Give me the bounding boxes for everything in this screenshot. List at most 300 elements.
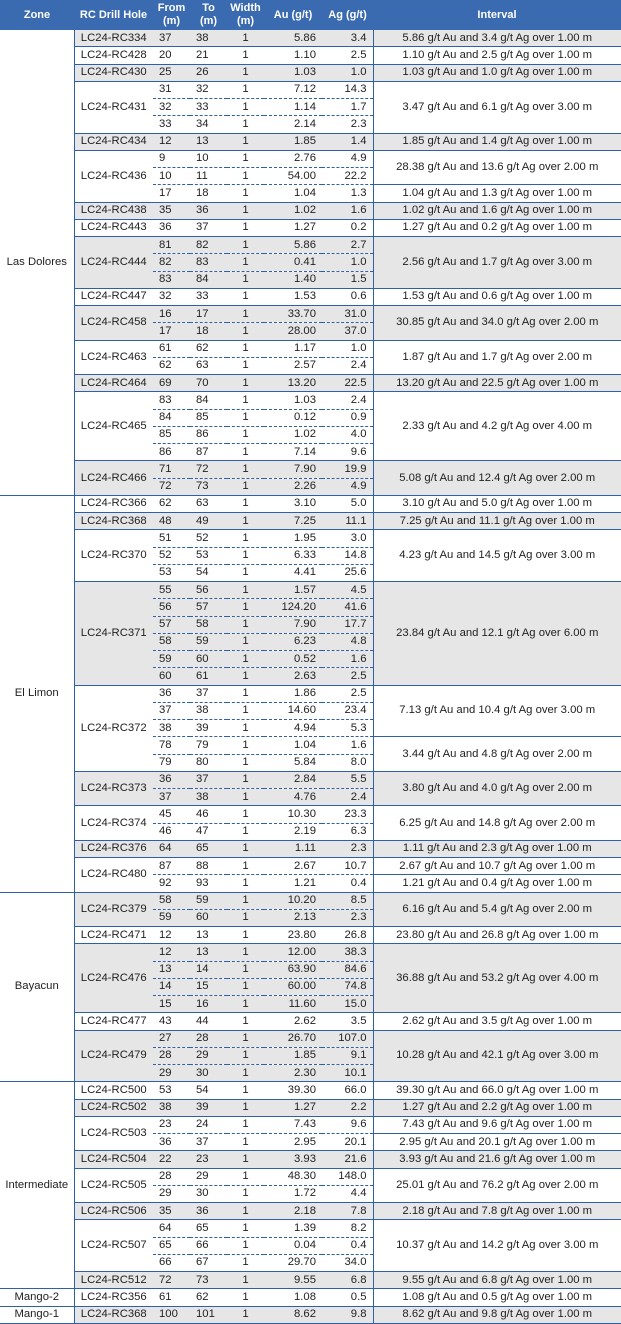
table-row — [0, 1013, 621, 1030]
drill-hole-cell: LC24-RC444 — [74, 237, 153, 289]
from-cell: 12 — [153, 133, 190, 150]
to-cell: 88 — [190, 858, 227, 875]
au-cell: 3.10 — [264, 495, 322, 512]
au-cell: 5.86 — [264, 237, 322, 254]
drill-hole-cell: LC24-RC466 — [74, 461, 153, 496]
au-cell: 5.84 — [264, 754, 322, 771]
ag-cell: 7.8 — [322, 1203, 373, 1220]
to-cell: 60 — [190, 909, 227, 926]
au-cell: 12.00 — [264, 944, 322, 961]
width-cell: 1 — [227, 99, 264, 116]
au-cell: 7.90 — [264, 461, 322, 478]
width-cell: 1 — [227, 1203, 264, 1220]
width-cell: 1 — [227, 375, 264, 392]
from-cell: 55 — [153, 582, 190, 599]
ag-cell: 21.6 — [322, 1151, 373, 1168]
to-cell: 73 — [190, 1272, 227, 1289]
table-row — [0, 461, 621, 478]
ag-cell: 19.9 — [322, 461, 373, 478]
table-row — [0, 81, 621, 98]
ag-cell: 8.5 — [322, 892, 373, 909]
au-cell: 7.43 — [264, 1116, 322, 1133]
interval-cell: 2.62 g/t Au and 3.5 g/t Ag over 1.00 m — [373, 1013, 621, 1030]
table-row — [0, 64, 621, 81]
au-cell: 6.23 — [264, 633, 322, 650]
interval-cell: 6.16 g/t Au and 5.4 g/t Ag over 2.00 m — [373, 892, 621, 927]
interval-cell: 1.11 g/t Au and 2.3 g/t Ag over 1.00 m — [373, 840, 621, 857]
table-row — [0, 375, 621, 392]
interval-cell: 2.95 g/t Au and 20.1 g/t Ag over 1.00 m — [373, 1134, 621, 1151]
au-cell: 1.39 — [264, 1220, 322, 1237]
ag-cell: 34.0 — [322, 1254, 373, 1271]
from-cell: 20 — [153, 47, 190, 64]
from-cell: 71 — [153, 461, 190, 478]
to-cell: 49 — [190, 513, 227, 530]
from-cell: 37 — [153, 30, 190, 47]
to-cell: 24 — [190, 1116, 227, 1133]
table-row — [0, 392, 621, 409]
from-cell: 58 — [153, 633, 190, 650]
interval-cell: 10.28 g/t Au and 42.1 g/t Ag over 3.00 m — [373, 1030, 621, 1082]
to-cell: 93 — [190, 875, 227, 892]
au-cell: 3.93 — [264, 1151, 322, 1168]
from-cell: 92 — [153, 875, 190, 892]
width-cell: 1 — [227, 1151, 264, 1168]
to-cell: 60 — [190, 651, 227, 668]
from-cell: 10 — [153, 168, 190, 185]
interval-cell: 1.02 g/t Au and 1.6 g/t Ag over 1.00 m — [373, 202, 621, 219]
ag-cell: 23.3 — [322, 806, 373, 823]
from-cell: 27 — [153, 1030, 190, 1047]
table-row — [0, 513, 621, 530]
table-row — [0, 306, 621, 323]
au-cell: 1.27 — [264, 1099, 322, 1116]
to-cell: 83 — [190, 254, 227, 271]
au-cell: 28.00 — [264, 323, 322, 340]
to-cell: 86 — [190, 426, 227, 443]
drill-hole-cell: LC24-RC480 — [74, 858, 153, 893]
to-cell: 37 — [190, 685, 227, 702]
width-cell: 1 — [227, 858, 264, 875]
width-cell: 1 — [227, 392, 264, 409]
width-cell: 1 — [227, 1047, 264, 1064]
to-cell: 70 — [190, 375, 227, 392]
width-cell: 1 — [227, 323, 264, 340]
width-cell: 1 — [227, 254, 264, 271]
to-cell: 63 — [190, 357, 227, 374]
ag-cell: 3.4 — [322, 30, 373, 47]
width-cell: 1 — [227, 633, 264, 650]
ag-cell: 6.8 — [322, 1272, 373, 1289]
ag-cell: 5.5 — [322, 771, 373, 788]
ag-cell: 1.5 — [322, 271, 373, 288]
from-cell: 100 — [153, 1306, 190, 1323]
width-cell: 1 — [227, 409, 264, 426]
ag-cell: 4.8 — [322, 633, 373, 650]
ag-cell: 10.1 — [322, 1065, 373, 1082]
interval-cell: 2.67 g/t Au and 10.7 g/t Ag over 1.00 m — [373, 858, 621, 875]
to-cell: 28 — [190, 1030, 227, 1047]
header-row — [0, 0, 621, 30]
ag-cell: 2.4 — [322, 789, 373, 806]
width-cell: 1 — [227, 599, 264, 616]
width-cell: 1 — [227, 564, 264, 581]
width-cell: 1 — [227, 1030, 264, 1047]
au-cell: 1.14 — [264, 99, 322, 116]
to-cell: 16 — [190, 996, 227, 1013]
width-cell: 1 — [227, 685, 264, 702]
to-cell: 58 — [190, 616, 227, 633]
from-cell: 29 — [153, 1065, 190, 1082]
from-cell: 87 — [153, 858, 190, 875]
from-cell: 83 — [153, 392, 190, 409]
ag-cell: 0.6 — [322, 288, 373, 305]
ag-cell: 8.2 — [322, 1220, 373, 1237]
ag-cell: 2.2 — [322, 1099, 373, 1116]
from-cell: 9 — [153, 150, 190, 167]
from-cell: 36 — [153, 1134, 190, 1151]
drill-hole-cell: LC24-RC500 — [74, 1082, 153, 1099]
au-cell: 1.03 — [264, 64, 322, 81]
to-cell: 15 — [190, 978, 227, 995]
width-cell: 1 — [227, 547, 264, 564]
drill-hole-cell: LC24-RC507 — [74, 1220, 153, 1272]
to-cell: 17 — [190, 306, 227, 323]
to-cell: 47 — [190, 823, 227, 840]
interval-cell: 1.04 g/t Au and 1.3 g/t Ag over 1.00 m — [373, 185, 621, 202]
table-row — [0, 892, 621, 909]
col-header-interval: Interval — [373, 0, 621, 30]
from-cell: 36 — [153, 219, 190, 236]
from-cell: 38 — [153, 720, 190, 737]
to-cell: 37 — [190, 771, 227, 788]
width-cell: 1 — [227, 1082, 264, 1099]
table-row — [0, 150, 621, 167]
au-cell: 63.90 — [264, 961, 322, 978]
width-cell: 1 — [227, 1185, 264, 1202]
drill-hole-cell: LC24-RC463 — [74, 340, 153, 375]
ag-cell: 2.5 — [322, 47, 373, 64]
drill-hole-cell: LC24-RC502 — [74, 1099, 153, 1116]
au-cell: 1.17 — [264, 340, 322, 357]
au-cell: 7.90 — [264, 616, 322, 633]
from-cell: 66 — [153, 1254, 190, 1271]
ag-cell: 66.0 — [322, 1082, 373, 1099]
from-cell: 36 — [153, 771, 190, 788]
width-cell: 1 — [227, 1168, 264, 1185]
from-cell: 64 — [153, 840, 190, 857]
ag-cell: 9.1 — [322, 1047, 373, 1064]
to-cell: 80 — [190, 754, 227, 771]
interval-cell: 4.23 g/t Au and 14.5 g/t Ag over 3.00 m — [373, 530, 621, 582]
from-cell: 12 — [153, 927, 190, 944]
width-cell: 1 — [227, 1065, 264, 1082]
drill-hole-cell: LC24-RC436 — [74, 150, 153, 202]
zone-cell: Bayacun — [0, 892, 74, 1082]
au-cell: 0.52 — [264, 651, 322, 668]
au-cell: 1.72 — [264, 1185, 322, 1202]
au-cell: 124.20 — [264, 599, 322, 616]
table-row — [0, 1099, 621, 1116]
au-cell: 10.30 — [264, 806, 322, 823]
to-cell: 33 — [190, 288, 227, 305]
drill-hole-cell: LC24-RC443 — [74, 219, 153, 236]
from-cell: 23 — [153, 1116, 190, 1133]
au-cell: 8.62 — [264, 1306, 322, 1323]
interval-cell: 3.10 g/t Au and 5.0 g/t Ag over 1.00 m — [373, 495, 621, 512]
interval-cell: 28.38 g/t Au and 13.6 g/t Ag over 2.00 m — [373, 150, 621, 185]
ag-cell: 23.4 — [322, 702, 373, 719]
ag-cell: 8.0 — [322, 754, 373, 771]
from-cell: 51 — [153, 530, 190, 547]
to-cell: 84 — [190, 392, 227, 409]
au-cell: 54.00 — [264, 168, 322, 185]
drill-hole-cell: LC24-RC438 — [74, 202, 153, 219]
ag-cell: 107.0 — [322, 1030, 373, 1047]
width-cell: 1 — [227, 720, 264, 737]
width-cell: 1 — [227, 357, 264, 374]
col-header-zone: Zone — [0, 0, 74, 30]
to-cell: 13 — [190, 927, 227, 944]
au-cell: 23.80 — [264, 927, 322, 944]
au-cell: 1.85 — [264, 133, 322, 150]
width-cell: 1 — [227, 702, 264, 719]
to-cell: 73 — [190, 478, 227, 495]
from-cell: 65 — [153, 1237, 190, 1254]
width-cell: 1 — [227, 513, 264, 530]
to-cell: 101 — [190, 1306, 227, 1323]
to-cell: 62 — [190, 340, 227, 357]
table-row — [0, 944, 621, 961]
au-cell: 2.76 — [264, 150, 322, 167]
drill-hole-cell: LC24-RC479 — [74, 1030, 153, 1082]
width-cell: 1 — [227, 1116, 264, 1133]
from-cell: 17 — [153, 185, 190, 202]
to-cell: 79 — [190, 737, 227, 754]
drill-hole-cell: LC24-RC447 — [74, 288, 153, 305]
from-cell: 43 — [153, 1013, 190, 1030]
to-cell: 57 — [190, 599, 227, 616]
from-cell: 61 — [153, 340, 190, 357]
from-cell: 32 — [153, 288, 190, 305]
table-row — [0, 1151, 621, 1168]
width-cell: 1 — [227, 789, 264, 806]
from-cell: 48 — [153, 513, 190, 530]
col-header-to: To (m) — [190, 0, 227, 30]
width-cell: 1 — [227, 1237, 264, 1254]
au-cell: 1.27 — [264, 219, 322, 236]
to-cell: 11 — [190, 168, 227, 185]
to-cell: 37 — [190, 219, 227, 236]
to-cell: 54 — [190, 564, 227, 581]
to-cell: 66 — [190, 1237, 227, 1254]
ag-cell: 1.3 — [322, 185, 373, 202]
ag-cell: 4.4 — [322, 1185, 373, 1202]
interval-cell: 7.13 g/t Au and 10.4 g/t Ag over 3.00 m — [373, 685, 621, 737]
drill-hole-cell: LC24-RC371 — [74, 582, 153, 686]
to-cell: 65 — [190, 840, 227, 857]
au-cell: 2.30 — [264, 1065, 322, 1082]
au-cell: 29.70 — [264, 1254, 322, 1271]
ag-cell: 41.6 — [322, 599, 373, 616]
to-cell: 61 — [190, 668, 227, 685]
from-cell: 22 — [153, 1151, 190, 1168]
au-cell: 1.04 — [264, 737, 322, 754]
table-row — [0, 771, 621, 788]
from-cell: 58 — [153, 892, 190, 909]
interval-cell: 6.25 g/t Au and 14.8 g/t Ag over 2.00 m — [373, 806, 621, 841]
ag-cell: 2.7 — [322, 237, 373, 254]
to-cell: 13 — [190, 944, 227, 961]
table-row — [0, 1289, 621, 1306]
from-cell: 69 — [153, 375, 190, 392]
interval-cell: 23.84 g/t Au and 12.1 g/t Ag over 6.00 m — [373, 582, 621, 686]
table-row — [0, 1168, 621, 1185]
au-cell: 7.25 — [264, 513, 322, 530]
to-cell: 39 — [190, 1099, 227, 1116]
from-cell: 38 — [153, 1099, 190, 1116]
interval-cell: 1.27 g/t Au and 2.2 g/t Ag over 1.00 m — [373, 1099, 621, 1116]
interval-cell: 5.86 g/t Au and 3.4 g/t Ag over 1.00 m — [373, 30, 621, 47]
au-cell: 1.21 — [264, 875, 322, 892]
width-cell: 1 — [227, 185, 264, 202]
from-cell: 85 — [153, 426, 190, 443]
au-cell: 2.57 — [264, 357, 322, 374]
drill-hole-cell: LC24-RC376 — [74, 840, 153, 857]
interval-cell: 2.33 g/t Au and 4.2 g/t Ag over 4.00 m — [373, 392, 621, 461]
interval-cell: 9.55 g/t Au and 6.8 g/t Ag over 1.00 m — [373, 1272, 621, 1289]
width-cell: 1 — [227, 1134, 264, 1151]
drill-hole-cell: LC24-RC373 — [74, 771, 153, 806]
drill-hole-cell: LC24-RC434 — [74, 133, 153, 150]
interval-cell: 8.62 g/t Au and 9.8 g/t Ag over 1.00 m — [373, 1306, 621, 1323]
width-cell: 1 — [227, 340, 264, 357]
width-cell: 1 — [227, 47, 264, 64]
from-cell: 61 — [153, 1289, 190, 1306]
from-cell: 15 — [153, 996, 190, 1013]
au-cell: 1.11 — [264, 840, 322, 857]
to-cell: 56 — [190, 582, 227, 599]
au-cell: 14.60 — [264, 702, 322, 719]
ag-cell: 2.5 — [322, 668, 373, 685]
interval-cell: 1.27 g/t Au and 0.2 g/t Ag over 1.00 m — [373, 219, 621, 236]
from-cell: 52 — [153, 547, 190, 564]
interval-cell: 3.93 g/t Au and 21.6 g/t Ag over 1.00 m — [373, 1151, 621, 1168]
from-cell: 17 — [153, 323, 190, 340]
ag-cell: 2.3 — [322, 116, 373, 133]
to-cell: 30 — [190, 1065, 227, 1082]
from-cell: 59 — [153, 909, 190, 926]
width-cell: 1 — [227, 133, 264, 150]
to-cell: 18 — [190, 323, 227, 340]
width-cell: 1 — [227, 961, 264, 978]
from-cell: 33 — [153, 116, 190, 133]
to-cell: 44 — [190, 1013, 227, 1030]
from-cell: 86 — [153, 444, 190, 461]
interval-cell: 5.08 g/t Au and 12.4 g/t Ag over 2.00 m — [373, 461, 621, 496]
from-cell: 78 — [153, 737, 190, 754]
au-cell: 39.30 — [264, 1082, 322, 1099]
table-row — [0, 1082, 621, 1099]
interval-cell: 1.53 g/t Au and 0.6 g/t Ag over 1.00 m — [373, 288, 621, 305]
drill-hole-cell: LC24-RC431 — [74, 81, 153, 133]
ag-cell: 38.3 — [322, 944, 373, 961]
table-row — [0, 1272, 621, 1289]
au-cell: 9.55 — [264, 1272, 322, 1289]
table-row — [0, 340, 621, 357]
to-cell: 33 — [190, 99, 227, 116]
drill-hole-cell: LC24-RC476 — [74, 944, 153, 1013]
ag-cell: 0.4 — [322, 875, 373, 892]
au-cell: 2.13 — [264, 909, 322, 926]
ag-cell: 1.6 — [322, 202, 373, 219]
ag-cell: 4.9 — [322, 150, 373, 167]
from-cell: 37 — [153, 702, 190, 719]
table-row — [0, 202, 621, 219]
au-cell: 2.14 — [264, 116, 322, 133]
ag-cell: 0.2 — [322, 219, 373, 236]
drill-hole-cell: LC24-RC372 — [74, 685, 153, 771]
interval-cell: 7.43 g/t Au and 9.6 g/t Ag over 1.00 m — [373, 1116, 621, 1133]
au-cell: 11.60 — [264, 996, 322, 1013]
interval-cell: 36.88 g/t Au and 53.2 g/t Ag over 4.00 m — [373, 944, 621, 1013]
width-cell: 1 — [227, 150, 264, 167]
interval-cell: 3.80 g/t Au and 4.0 g/t Ag over 2.00 m — [373, 771, 621, 806]
interval-cell: 2.56 g/t Au and 1.7 g/t Ag over 3.00 m — [373, 237, 621, 289]
width-cell: 1 — [227, 927, 264, 944]
table-row — [0, 927, 621, 944]
interval-cell: 7.25 g/t Au and 11.1 g/t Ag over 1.00 m — [373, 513, 621, 530]
au-cell: 10.20 — [264, 892, 322, 909]
ag-cell: 37.0 — [322, 323, 373, 340]
to-cell: 38 — [190, 30, 227, 47]
drill-hole-cell: LC24-RC458 — [74, 306, 153, 341]
interval-cell: 39.30 g/t Au and 66.0 g/t Ag over 1.00 m — [373, 1082, 621, 1099]
to-cell: 32 — [190, 81, 227, 98]
ag-cell: 74.8 — [322, 978, 373, 995]
col-header-hole: RC Drill Hole — [74, 0, 153, 30]
ag-cell: 22.2 — [322, 168, 373, 185]
from-cell: 13 — [153, 961, 190, 978]
to-cell: 13 — [190, 133, 227, 150]
width-cell: 1 — [227, 1272, 264, 1289]
width-cell: 1 — [227, 478, 264, 495]
drill-hole-cell: LC24-RC368 — [74, 1306, 153, 1323]
width-cell: 1 — [227, 426, 264, 443]
interval-cell: 1.85 g/t Au and 1.4 g/t Ag over 1.00 m — [373, 133, 621, 150]
drill-hole-cell: LC24-RC356 — [74, 1289, 153, 1306]
to-cell: 67 — [190, 1254, 227, 1271]
interval-cell: 2.18 g/t Au and 7.8 g/t Ag over 1.00 m — [373, 1203, 621, 1220]
from-cell: 64 — [153, 1220, 190, 1237]
from-cell: 62 — [153, 495, 190, 512]
from-cell: 12 — [153, 944, 190, 961]
table-row — [0, 685, 621, 702]
table-row — [0, 1220, 621, 1237]
from-cell: 37 — [153, 789, 190, 806]
from-cell: 36 — [153, 685, 190, 702]
from-cell: 84 — [153, 409, 190, 426]
interval-cell: 23.80 g/t Au and 26.8 g/t Ag over 1.00 m — [373, 927, 621, 944]
from-cell: 79 — [153, 754, 190, 771]
au-cell: 1.86 — [264, 685, 322, 702]
au-cell: 1.03 — [264, 392, 322, 409]
ag-cell: 2.5 — [322, 685, 373, 702]
au-cell: 2.19 — [264, 823, 322, 840]
drill-hole-cell: LC24-RC512 — [74, 1272, 153, 1289]
interval-cell: 3.44 g/t Au and 4.8 g/t Ag over 2.00 m — [373, 737, 621, 772]
au-cell: 2.26 — [264, 478, 322, 495]
